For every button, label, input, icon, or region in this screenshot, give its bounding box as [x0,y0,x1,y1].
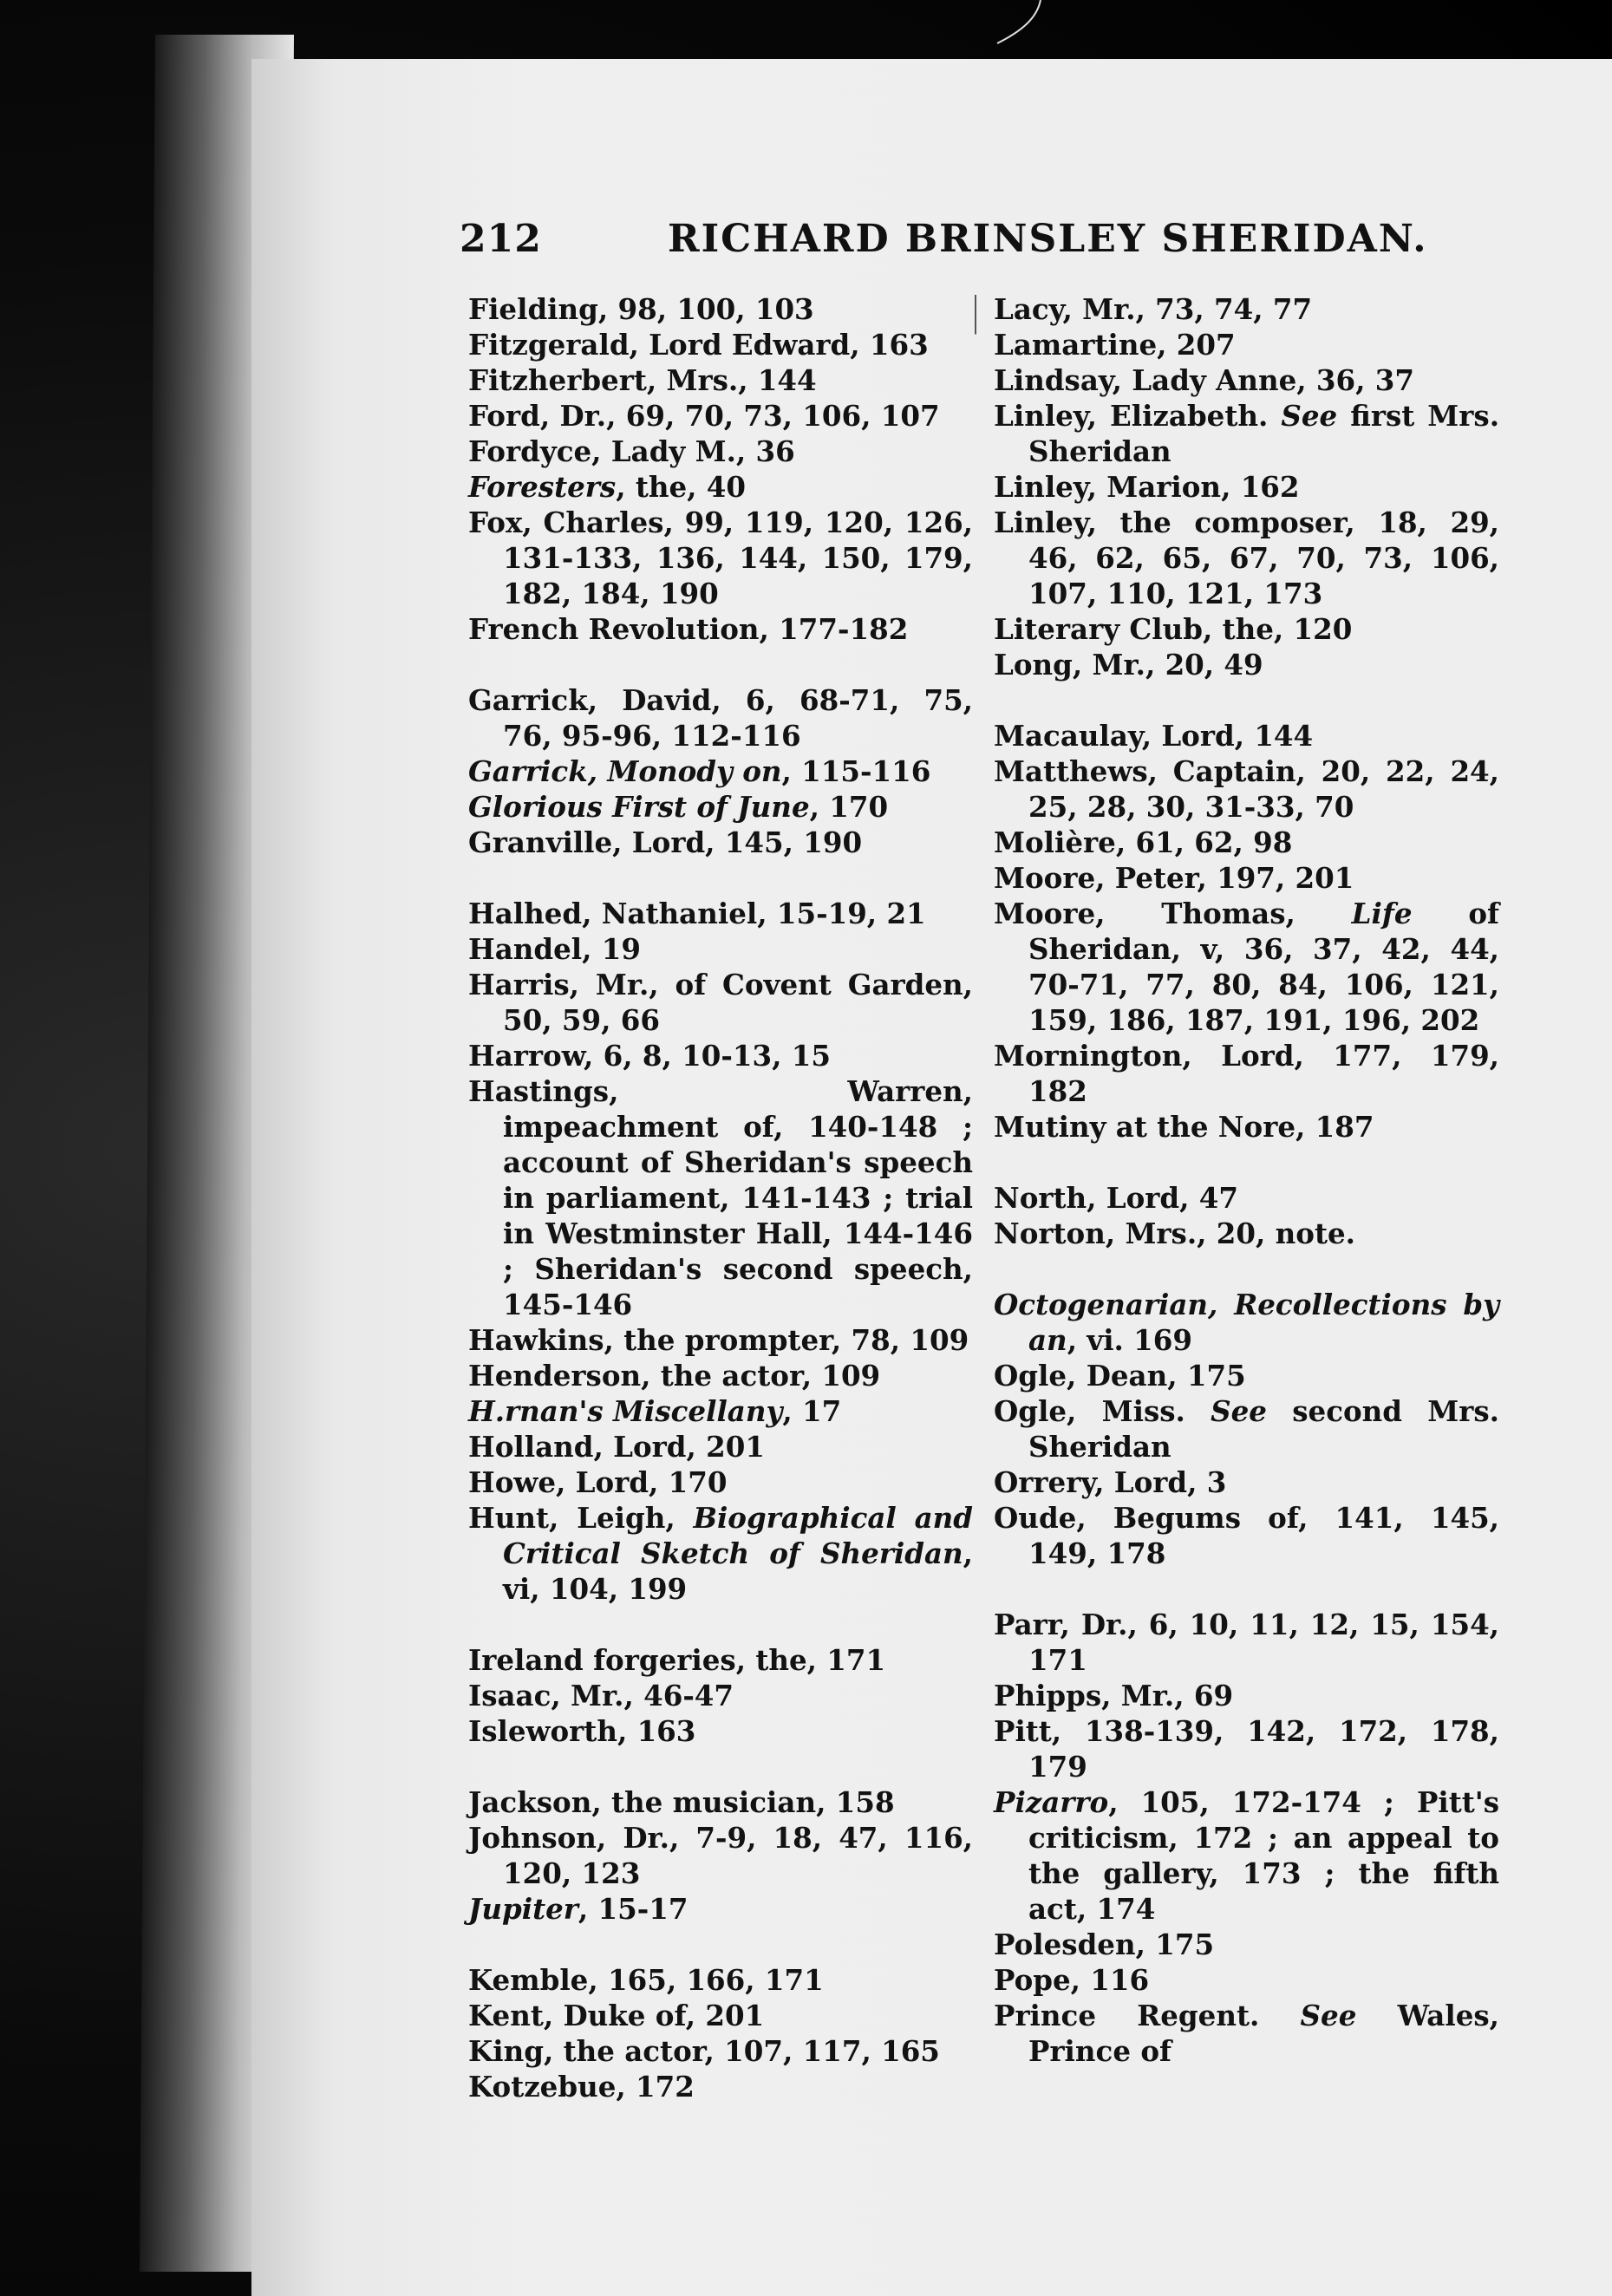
index-entry [994,1393,1499,1464]
index-entry [468,1322,973,1358]
index-entry [994,505,1499,611]
index-entry-text: Mutiny at the Nore, 187 [994,1110,1374,1144]
index-entry [468,434,973,469]
page-number: 212 [460,217,542,261]
index-entry-text: Harris, Mr., of Covent Garden, 50, 59, 66 [468,968,973,1037]
index-entry-text: Hunt, Leigh, [468,1501,694,1535]
index-entry-italic-text: Octogenarian, Recollections by an [994,1288,1499,1357]
index-group-j [468,1784,973,1927]
index-entry-italic-text: See [1281,399,1338,433]
index-entry [468,1500,973,1607]
index-entry [468,1678,973,1713]
index-entry-text: Wales, Prince of [1028,1999,1499,2068]
index-entry-italic-text: Life [1351,897,1413,930]
index-entry-text: Polesden, 175 [994,1927,1215,1961]
index-entry [468,967,973,1038]
index-group-h [468,896,973,1607]
index-entry [994,327,1499,362]
index-entry-text: , 17 [782,1394,842,1428]
index-entry-text: Fordyce, Lady M., 36 [468,434,795,468]
index-entry-text: North, Lord, 47 [994,1181,1239,1215]
index-entry-text: Ogle, Miss. [994,1394,1211,1428]
index-group-m [994,718,1499,1145]
index-entry-text: second Mrs. Sheridan [1028,1394,1500,1464]
index-entry-text: Literary Club, the, 120 [994,612,1353,646]
index-entry [468,1891,973,1927]
index-entry-text: Mornington, Lord, 177, 179, 182 [994,1039,1499,1108]
index-entry [468,611,973,647]
index-entry [468,1820,973,1891]
index-entry [994,1038,1499,1109]
index-entry-text: , vi. 169 [1067,1323,1193,1357]
index-entry [994,1713,1499,1784]
index-entry [468,1358,973,1393]
index-column-left [468,291,973,2104]
index-entry [994,1784,1499,1927]
index-entry-text: Kotzebue, 172 [468,2070,695,2104]
index-entry [994,860,1499,896]
index-entry-text: Matthews, Captain, 20, 22, 24, 25, 28, 30, 31-33, 70 [994,754,1499,824]
index-entry [994,291,1499,327]
index-entry-text: Phipps, Mr., 69 [994,1679,1234,1712]
index-entry-italic-text: Biographical and Critical Sketch of Sheridan [503,1501,973,1570]
index-entry [468,789,973,825]
index-entry [994,1109,1499,1145]
index-entry-text: Orrery, Lord, 3 [994,1465,1227,1499]
index-entry [468,291,973,327]
index-entry-text: , the, 40 [616,470,746,504]
index-entry-text: , 115-116 [781,754,931,788]
index-entry [994,825,1499,860]
index-entry-text: , 15-17 [578,1892,689,1926]
index-entry [468,1038,973,1073]
index-entry-italic-text: Jupiter [468,1892,578,1926]
index-entry [468,931,973,967]
ink-scratch-mark [980,0,1058,61]
index-entry [994,1998,1499,2069]
index-entry [468,682,973,753]
group-spacer [994,1251,1499,1287]
index-entry [994,1216,1499,1251]
index-entry-italic-text: H.rnan's Miscellany [468,1394,783,1428]
index-entry-italic-text: Foresters [468,470,617,504]
index-entry [994,469,1499,505]
column-divider [975,295,976,2272]
index-group-o [994,1287,1499,1571]
index-entry [468,2069,973,2104]
index-entry-text: first Mrs. Sheridan [1028,399,1500,468]
index-entry-text: Fitzherbert, Mrs., 144 [468,363,817,397]
index-entry [468,1713,973,1749]
index-entry [994,647,1499,682]
index-entry [468,896,973,931]
index-entry [468,753,973,789]
index-entry-text: Ogle, Dean, 175 [994,1359,1246,1393]
index-entry-text: Macaulay, Lord, 144 [994,719,1314,753]
index-entry-text: Isaac, Mr., 46-47 [468,1679,734,1712]
index-entry [468,1073,973,1322]
index-entry [468,825,973,860]
index-entry-italic-text: See [1211,1394,1267,1428]
index-entry [468,398,973,434]
index-entry-italic-text: Pizarro [994,1785,1109,1819]
group-spacer [468,1927,973,1962]
index-entry-text: Pitt, 138-139, 142, 172, 178, 179 [994,1714,1499,1784]
index-entry-italic-text: Glorious First of June [468,790,810,824]
index-entry-text: Moore, Peter, 197, 201 [994,861,1354,895]
index-entry-text: Linley, Elizabeth. [994,399,1282,433]
index-entry-text: Lindsay, Lady Anne, 36, 37 [994,363,1415,397]
index-entry [994,718,1499,753]
index-entry-text: Jackson, the musician, 158 [468,1785,895,1819]
group-spacer [468,647,973,682]
index-column-right [994,291,1499,2069]
index-entry [994,398,1499,469]
index-entry [994,611,1499,647]
running-title: RICHARD BRINSLEY SHERIDAN. [668,217,1428,261]
index-entry-text: Norton, Mrs., 20, note. [994,1216,1355,1250]
index-entry-text: Long, Mr., 20, 49 [994,648,1263,682]
index-entry-text: Ireland forgeries, the, 171 [468,1643,886,1677]
index-entry-text: Lamartine, 207 [994,328,1236,362]
index-entry [468,1464,973,1500]
index-entry-text: Halhed, Nathaniel, 15-19, 21 [468,897,926,930]
index-entry-italic-text: See [1300,1999,1357,2032]
index-entry [468,1998,973,2033]
index-entry [994,362,1499,398]
index-group-n [994,1180,1499,1251]
index-group-p [994,1607,1499,2069]
index-entry-text: of Sheridan, v, 36, 37, 42, 44, 70-71, 77, 80, 84, 106, 121, 159, 186, 187, 191, 196, 202 [1028,897,1499,1037]
index-entry [994,1358,1499,1393]
index-entry-text: French Revolution, 177-182 [468,612,909,646]
index-entry-text: Molière, 61, 62, 98 [994,825,1293,859]
index-entry [994,1464,1499,1500]
index-entry-text: , 170 [809,790,889,824]
index-group-l [994,291,1499,682]
index-entry-text: King, the actor, 107, 117, 165 [468,2034,940,2068]
index-entry-text: Kent, Duke of, 201 [468,1999,765,2032]
index-entry [994,1962,1499,1998]
index-entry [468,362,973,398]
page-header [460,217,1428,269]
index-entry [468,1429,973,1464]
index-entry-text: Fox, Charles, 99, 119, 120, 126, 131-133, 136, 144, 150, 179, 182, 184, 190 [468,506,973,610]
index-entry [468,327,973,362]
index-entry [994,896,1499,1038]
index-entry [468,1642,973,1678]
group-spacer [994,1571,1499,1607]
group-spacer [468,860,973,896]
index-entry-text: Holland, Lord, 201 [468,1430,765,1464]
index-entry [468,505,973,611]
index-entry-text: Isleworth, 163 [468,1714,696,1748]
index-entry-text: , 105, 172-174 ; Pitt's criticism, 172 ; an appeal to the gallery, 173 ; the fifth act, 174 [1028,1785,1499,1926]
index-entry-text: Kemble, 165, 166, 171 [468,1963,824,1997]
index-entry-text: Fielding, 98, 100, 103 [468,292,814,326]
index-entry-text: Hawkins, the prompter, 78, 109 [468,1323,969,1357]
index-entry [994,1927,1499,1962]
index-entry-text: Lacy, Mr., 73, 74, 77 [994,292,1313,326]
index-entry [468,1393,973,1429]
group-spacer [468,1749,973,1784]
index-group-i [468,1642,973,1749]
index-group-k [468,1962,973,2104]
index-entry-text: Pope, 116 [994,1963,1150,1997]
index-entry-text: Harrow, 6, 8, 10-13, 15 [468,1039,831,1073]
index-entry-text: , vi, 104, 199 [503,1536,973,1606]
index-entry-italic-text: Garrick, Monody on [468,754,782,788]
index-entry [994,1500,1499,1571]
index-entry-text: Fitzgerald, Lord Edward, 163 [468,328,929,362]
index-group-f [468,291,973,647]
index-entry [468,2033,973,2069]
index-entry [994,753,1499,825]
index-entry [468,1784,973,1820]
index-entry-text: Howe, Lord, 170 [468,1465,728,1499]
index-entry [468,469,973,505]
index-entry-text: Linley, Marion, 162 [994,470,1300,504]
index-entry-text: Granville, Lord, 145, 190 [468,825,863,859]
index-entry [994,1678,1499,1713]
index-entry-text: Handel, 19 [468,932,641,966]
group-spacer [468,1607,973,1642]
index-entry [994,1287,1499,1358]
group-spacer [994,682,1499,718]
index-entry-text: Garrick, David, 6, 68-71, 75, 76, 95-96, 112-116 [468,683,973,753]
index-group-g [468,682,973,860]
index-entry [994,1180,1499,1216]
index-entry-text: Johnson, Dr., 7-9, 18, 47, 116, 120, 123 [468,1821,973,1890]
index-entry [994,1607,1499,1678]
index-entry-text: Linley, the composer, 18, 29, 46, 62, 65, 67, 70, 73, 106, 107, 110, 121, 173 [994,506,1499,610]
index-entry-text: Ford, Dr., 69, 70, 73, 106, 107 [468,399,940,433]
index-entry-text: Parr, Dr., 6, 10, 11, 12, 15, 154, 171 [994,1608,1499,1677]
index-entry-text: Oude, Begums of, 141, 145, 149, 178 [994,1501,1499,1570]
index-entry-text: Moore, Thomas, [994,897,1352,930]
group-spacer [994,1145,1499,1180]
index-entry [468,1962,973,1998]
index-entry-text: Henderson, the actor, 109 [468,1359,881,1393]
index-entry-text: Prince Regent. [994,1999,1301,2032]
index-entry-text: Hastings, Warren, impeachment of, 140-148 ; account of Sheridan's speech in parliament, 141-143 ; trial in Westminster Hall, 144-146 ; Sheridan's second speech, 145-146 [468,1074,973,1321]
